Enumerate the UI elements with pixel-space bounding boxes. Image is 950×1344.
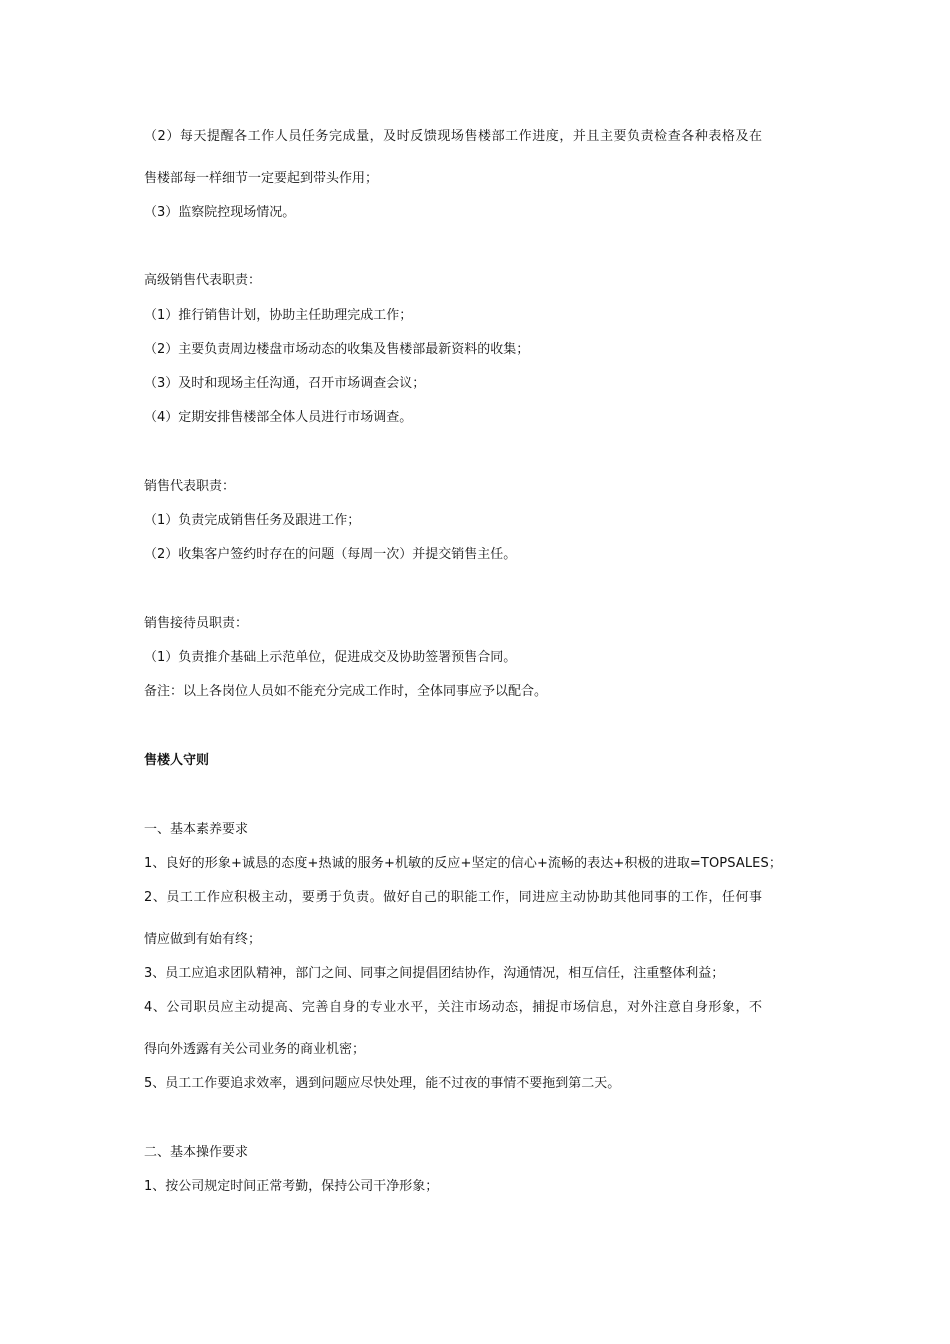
document-heading: 售楼人守则 (144, 753, 210, 768)
list-item: 2、员工工作应积极主动，要勇于负责。做好自己的职能工作，同进应主动协助其他同事的工作，任何事 (144, 890, 763, 905)
section-heading: 二、基本操作要求 (144, 1145, 249, 1160)
section-heading: 销售代表职责： (144, 479, 236, 494)
list-item: （1）推行销售计划，协助主任助理完成工作； (144, 308, 413, 323)
section-heading: 销售接待员职责： (144, 616, 249, 631)
list-item: 3、员工应追求团队精神，部门之间、同事之间提倡团结协作，沟通情况，相互信任，注重整体利益； (144, 966, 725, 981)
list-item: 5、员工工作要追求效率，遇到问题应尽快处理，能不过夜的事情不要拖到第二天。 (144, 1076, 621, 1091)
list-item: （2）收集客户签约时存在的问题（每周一次）并提交销售主任。 (144, 547, 517, 562)
paragraph-line: 情应做到有始有终； (144, 932, 262, 947)
list-item: （1）负责完成销售任务及跟进工作； (144, 513, 361, 528)
section-heading: 一、基本素养要求 (144, 822, 249, 837)
list-item: （1）负责推介基础上示范单位，促进成交及协助签署预售合同。 (144, 650, 517, 665)
list-item: 4、公司职员应主动提高、完善自身的专业水平，关注市场动态，捕捉市场信息，对外注意自身形象，不 (144, 1000, 763, 1015)
paragraph-line: 得向外透露有关公司业务的商业机密； (144, 1042, 366, 1057)
list-item: （2）主要负责周边楼盘市场动态的收集及售楼部最新资料的收集； (144, 342, 530, 357)
paragraph-line: 售楼部每一样细节一定要起到带头作用； (144, 171, 379, 186)
list-item: （4）定期安排售楼部全体人员进行市场调查。 (144, 410, 413, 425)
section-heading: 高级销售代表职责： (144, 273, 262, 288)
list-item: （3）及时和现场主任沟通，召开市场调查会议； (144, 376, 426, 391)
list-item: （3）监察院控现场情况。 (144, 205, 296, 220)
paragraph-line: （2）每天提醒各工作人员任务完成量，及时反馈现场售楼部工作进度，并且主要负责检查各种表格及在 (144, 129, 763, 144)
list-item: 1、良好的形象+诚恳的态度+热诚的服务+机敏的反应+坚定的信心+流畅的表达+积极的进取=TOPSALES； (144, 856, 782, 871)
remark-line: 备注：以上各岗位人员如不能充分完成工作时，全体同事应予以配合。 (144, 684, 548, 699)
list-item: 1、按公司规定时间正常考勤，保持公司干净形象； (144, 1179, 439, 1194)
